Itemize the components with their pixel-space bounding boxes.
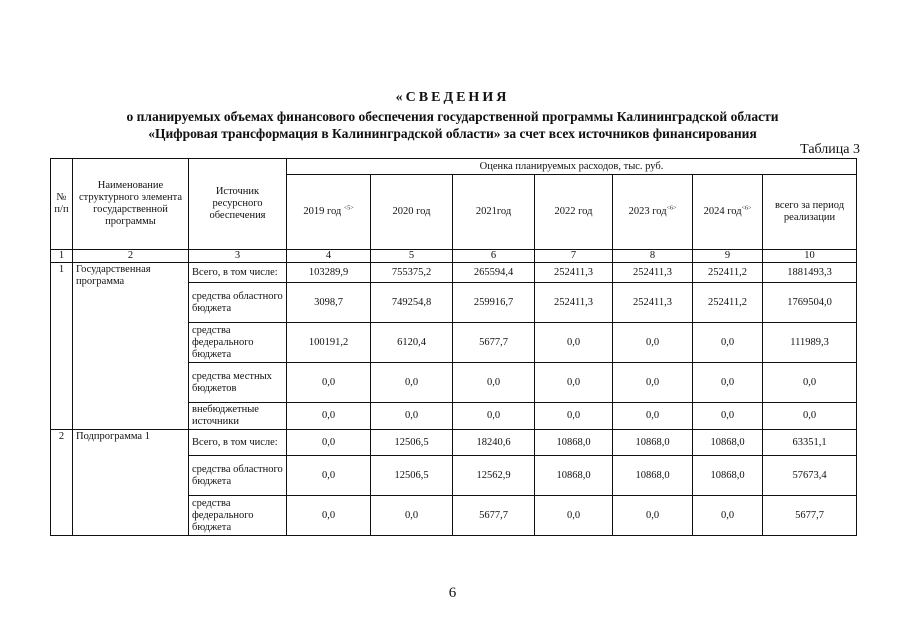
amount-cell: 10868,0 [613,430,693,456]
amount-cell: 252411,2 [693,283,763,323]
column-number: 1 [51,250,73,263]
amount-cell: 252411,3 [535,263,613,283]
amount-cell: 18240,6 [453,430,535,456]
amount-cell: 749254,8 [371,283,453,323]
amount-cell: 12506,5 [371,456,453,496]
table-row [51,430,857,456]
amount-cell: 0,0 [453,363,535,403]
header-estimate: Оценка планируемых расходов, тыс. руб. [287,159,857,175]
funding-source: средства областного бюджета [189,283,287,323]
amount-cell: 0,0 [287,496,371,536]
amount-cell: 265594,4 [453,263,535,283]
amount-cell: 0,0 [613,496,693,536]
header-year-2023: 2023 год$^{<6>}$ [613,175,693,250]
element-name: Подпрограмма 1 [73,430,189,536]
column-number: 9 [693,250,763,263]
column-number: 6 [453,250,535,263]
header-total: всего за период реализации [763,175,857,250]
amount-cell: 12506,5 [371,430,453,456]
amount-cell: 1881493,3 [763,263,857,283]
funding-source: средства федерального бюджета [189,323,287,363]
column-number: 10 [763,250,857,263]
row-number: 1 [51,263,73,430]
amount-cell: 12562,9 [453,456,535,496]
document-title: «СВЕДЕНИЯ [395,90,510,105]
header-year-2022: 2022 год [535,175,613,250]
header-no: № п/п [51,159,73,250]
amount-cell: 5677,7 [453,496,535,536]
amount-cell: 0,0 [535,496,613,536]
funding-source: средства областного бюджета [189,456,287,496]
amount-cell: 0,0 [613,403,693,430]
column-number: 5 [371,250,453,263]
amount-cell: 0,0 [287,363,371,403]
element-name: Государственная программа [73,263,189,430]
funding-source: средства федерального бюджета [189,496,287,536]
amount-cell: 0,0 [371,496,453,536]
page-number: 6 [448,585,457,601]
amount-cell: 0,0 [763,363,857,403]
amount-cell: 3098,7 [287,283,371,323]
column-number: 3 [189,250,287,263]
amount-cell: 252411,3 [613,263,693,283]
funding-source: Всего, в том числе: [189,430,287,456]
amount-cell: 0,0 [453,403,535,430]
amount-cell: 1769504,0 [763,283,857,323]
amount-cell: 0,0 [613,363,693,403]
row-number: 2 [51,430,73,536]
table-row [51,263,857,283]
amount-cell: 10868,0 [613,456,693,496]
amount-cell: 100191,2 [287,323,371,363]
amount-cell: 0,0 [371,363,453,403]
amount-cell: 57673,4 [763,456,857,496]
amount-cell: 103289,9 [287,263,371,283]
table-label: Таблица 3 [800,142,860,157]
column-number: 7 [535,250,613,263]
amount-cell: 0,0 [613,323,693,363]
amount-cell: 259916,7 [453,283,535,323]
header-year-2019: 2019 год $^{<5>}$ [287,175,371,250]
column-number: 2 [73,250,189,263]
financing-table [50,158,857,536]
amount-cell: 10868,0 [535,456,613,496]
column-number: 4 [287,250,371,263]
column-number: 8 [613,250,693,263]
amount-cell: 252411,2 [693,263,763,283]
amount-cell: 5677,7 [763,496,857,536]
amount-cell: 0,0 [535,323,613,363]
document-subtitle-line1: о планируемых объемах финансового обеспечения государственной программы Калининградской области [126,109,779,124]
amount-cell: 0,0 [693,363,763,403]
amount-cell: 6120,4 [371,323,453,363]
amount-cell: 5677,7 [453,323,535,363]
amount-cell: 63351,1 [763,430,857,456]
header-year-2020: 2020 год [371,175,453,250]
footnote-mark: <6> [666,205,677,212]
amount-cell: 0,0 [693,403,763,430]
amount-cell: 0,0 [371,403,453,430]
amount-cell: 0,0 [693,323,763,363]
document-subtitle-line2: «Цифровая трансформация в Калининградской области» за счет всех источников финансирования [148,126,757,141]
amount-cell: 252411,3 [535,283,613,323]
funding-source: средства местных бюджетов [189,363,287,403]
amount-cell: 0,0 [287,456,371,496]
header-year-2021: 2021год [453,175,535,250]
amount-cell: 755375,2 [371,263,453,283]
amount-cell: 111989,3 [763,323,857,363]
amount-cell: 0,0 [693,496,763,536]
amount-cell: 0,0 [763,403,857,430]
header-year-2024: 2024 год$^{<6>}$ [693,175,763,250]
column-number-row [51,250,857,263]
amount-cell: 10868,0 [693,430,763,456]
amount-cell: 10868,0 [535,430,613,456]
footnote-mark: <5> [343,205,354,212]
amount-cell: 0,0 [287,403,371,430]
amount-cell: 0,0 [535,363,613,403]
header-source: Источник ресурсного обеспечения [189,159,287,250]
amount-cell: 0,0 [535,403,613,430]
header-name: Наименование структурного элемента государственной программы [73,159,189,250]
funding-source: Всего, в том числе: [189,263,287,283]
amount-cell: 0,0 [287,430,371,456]
amount-cell: 252411,3 [613,283,693,323]
amount-cell: 10868,0 [693,456,763,496]
funding-source: внебюджетные источники [189,403,287,430]
footnote-mark: <6> [741,205,752,212]
